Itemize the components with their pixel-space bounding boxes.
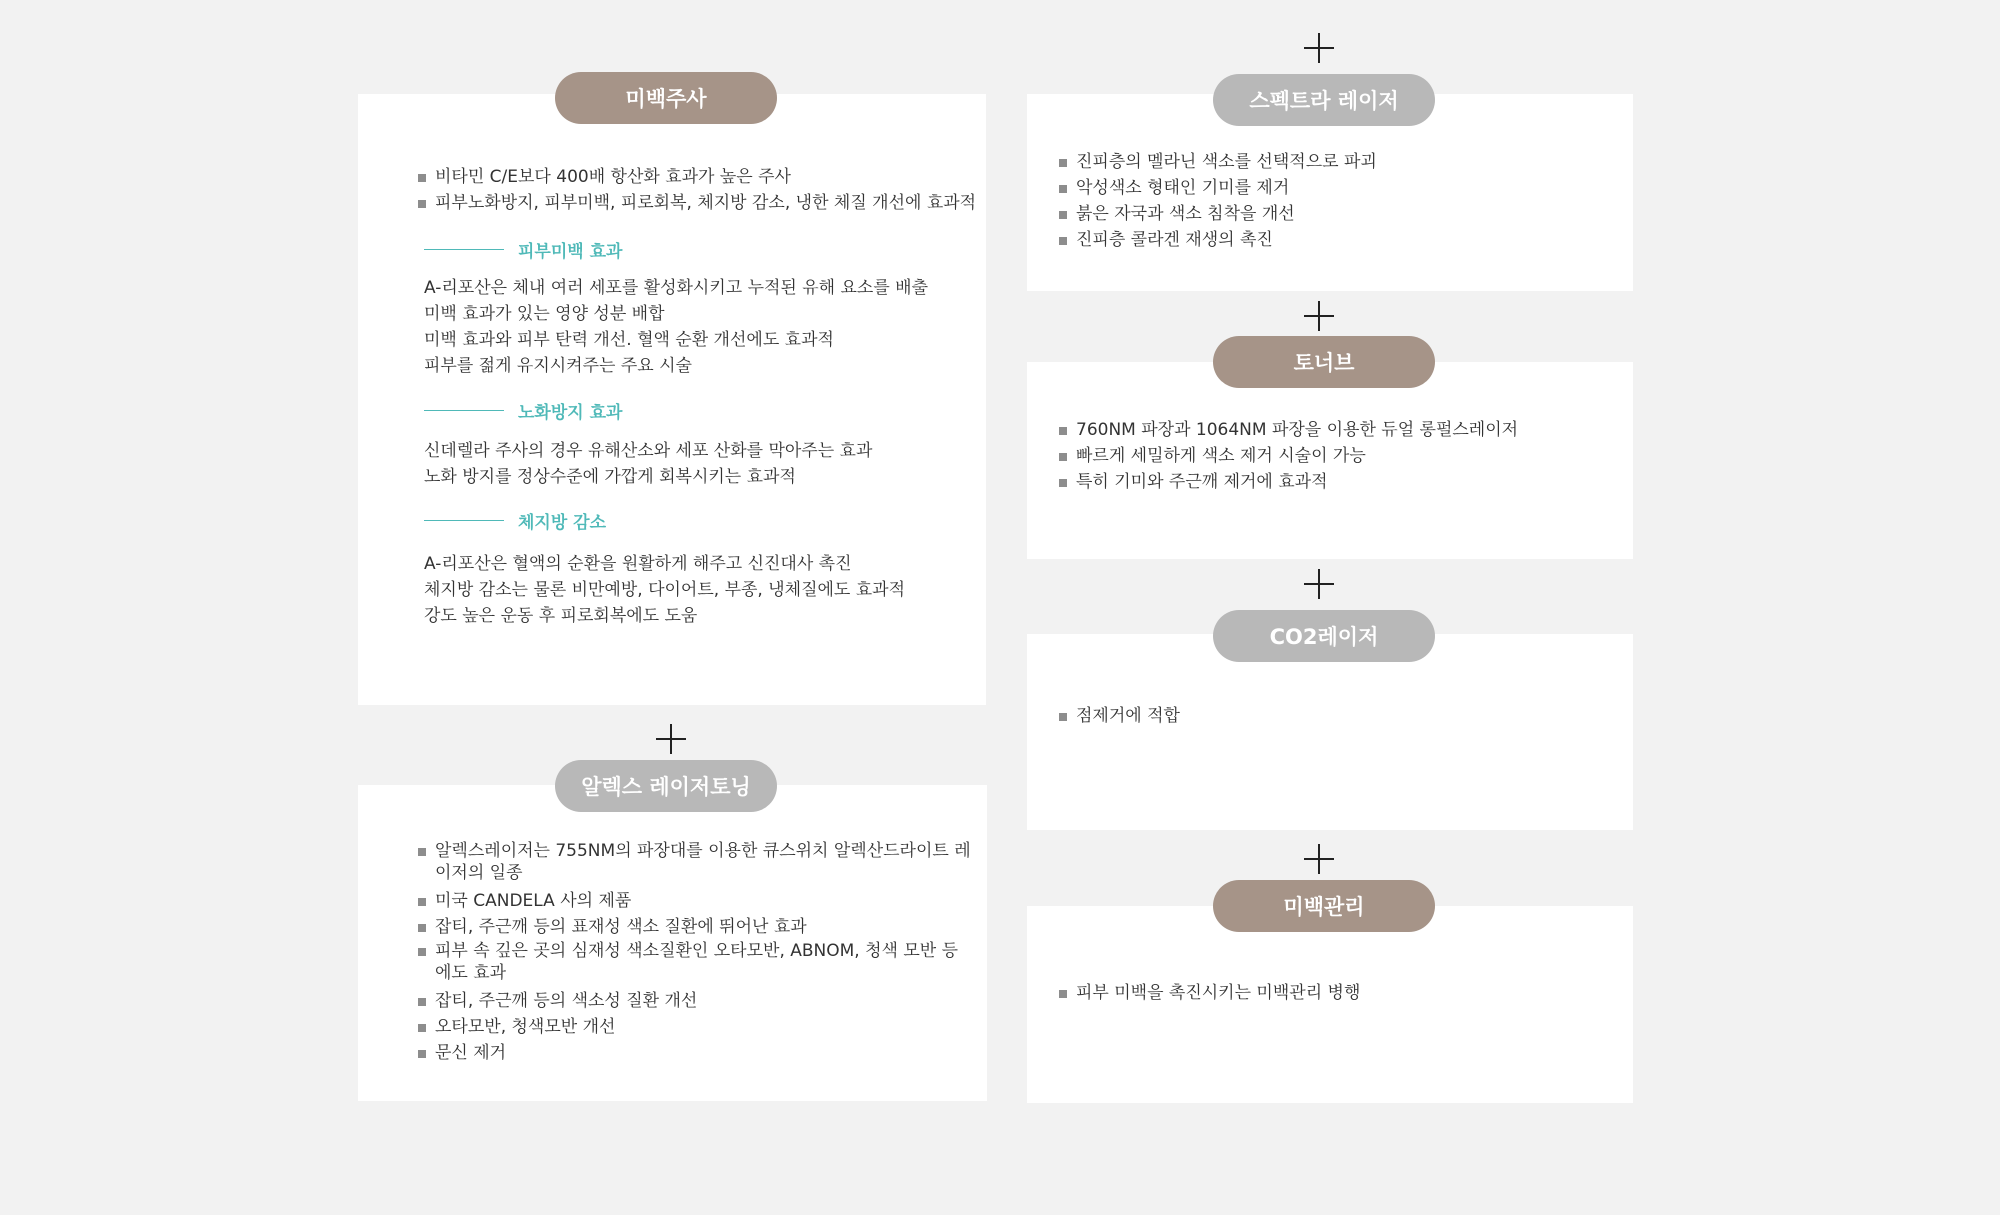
list-item: 문신 제거 bbox=[418, 1040, 973, 1066]
plus-icon bbox=[1304, 569, 1334, 599]
section-heading-label: 체지방 감소 bbox=[518, 512, 607, 533]
plus-icon bbox=[1304, 844, 1334, 874]
list-item: 잡티, 주근깨 등의 색소성 질환 개선 bbox=[418, 988, 973, 1014]
body-line: 노화 방지를 정상수준에 가깝게 회복시키는 효과적 bbox=[424, 467, 796, 487]
body-line: 신데렐라 주사의 경우 유해산소와 세포 산화를 막아주는 효과 bbox=[424, 441, 873, 461]
heading-divider bbox=[424, 520, 504, 521]
list-item: 760NM 파장과 1064NM 파장을 이용한 듀얼 롱펄스레이저 bbox=[1059, 417, 1518, 443]
body-line: 피부를 젊게 유지시켜주는 주요 시술 bbox=[424, 356, 692, 376]
plus-icon bbox=[1304, 33, 1334, 63]
list-item: 오타모반, 청색모반 개선 bbox=[418, 1014, 973, 1040]
body-line: A-리포산은 혈액의 순환을 원활하게 해주고 신진대사 촉진 bbox=[424, 554, 852, 574]
card-co2-laser bbox=[1027, 634, 1633, 830]
co2-laser-bullets bbox=[1059, 703, 1180, 729]
heading-divider bbox=[424, 410, 504, 411]
body-line: 강도 높은 운동 후 피로회복에도 도움 bbox=[424, 606, 698, 626]
list-item: 진피층의 멜라닌 색소를 선택적으로 파괴 bbox=[1059, 149, 1377, 175]
list-item: 알렉스레이저는 755NM의 파장대를 이용한 큐스위치 알렉산드라이트 레이저의 일종 bbox=[418, 840, 973, 884]
whitening-injection-bullets bbox=[418, 164, 976, 216]
alex-laser-bullets bbox=[418, 840, 973, 1066]
section-body-antiaging bbox=[424, 438, 872, 490]
section-body-whitening bbox=[424, 275, 928, 379]
list-item: 붉은 자국과 색소 침착을 개선 bbox=[1059, 201, 1377, 227]
list-item: 피부노화방지, 피부미백, 피로회복, 체지방 감소, 냉한 체질 개선에 효과적 bbox=[418, 190, 976, 216]
list-item: 빠르게 세밀하게 색소 제거 시술이 가능 bbox=[1059, 443, 1518, 469]
toneb-bullets bbox=[1059, 417, 1518, 495]
body-line: 체지방 감소는 물론 비만예방, 다이어트, 부종, 냉체질에도 효과적 bbox=[424, 580, 906, 600]
list-item: 악성색소 형태인 기미를 제거 bbox=[1059, 175, 1377, 201]
body-line: A-리포산은 체내 여러 세포를 활성화시키고 누적된 유해 요소를 배출 bbox=[424, 278, 929, 298]
section-heading-whitening bbox=[424, 237, 622, 261]
list-item: 피부 속 깊은 곳의 심재성 색소질환인 오타모반, ABNOM, 청색 모반 등에도 효과 bbox=[418, 940, 973, 984]
section-heading-label: 노화방지 효과 bbox=[518, 402, 623, 423]
spectra-laser-bullets bbox=[1059, 149, 1377, 253]
list-item: 특히 기미와 주근깨 제거에 효과적 bbox=[1059, 469, 1518, 495]
body-line: 미백 효과가 있는 영양 성분 배합 bbox=[424, 304, 665, 324]
pill-co2-laser: CO2레이저 bbox=[1213, 610, 1435, 662]
pill-whitening-care: 미백관리 bbox=[1213, 880, 1435, 932]
section-heading-label: 피부미백 효과 bbox=[518, 241, 623, 262]
pill-alex-laser-toning: 알렉스 레이저토닝 bbox=[555, 760, 777, 812]
plus-icon bbox=[656, 724, 686, 754]
list-item: 잡티, 주근깨 등의 표재성 색소 질환에 뛰어난 효과 bbox=[418, 914, 973, 940]
list-item: 진피층 콜라겐 재생의 촉진 bbox=[1059, 227, 1377, 253]
plus-icon bbox=[1304, 301, 1334, 331]
whitening-care-bullets bbox=[1059, 980, 1360, 1006]
heading-divider bbox=[424, 249, 504, 250]
section-heading-antiaging bbox=[424, 398, 622, 422]
body-line: 미백 효과와 피부 탄력 개선. 혈액 순환 개선에도 효과적 bbox=[424, 330, 834, 350]
section-body-bodyfat bbox=[424, 551, 905, 629]
pill-toneb: 토너브 bbox=[1213, 336, 1435, 388]
list-item: 점제거에 적합 bbox=[1059, 703, 1180, 729]
pill-whitening-injection: 미백주사 bbox=[555, 72, 777, 124]
list-item: 피부 미백을 촉진시키는 미백관리 병행 bbox=[1059, 980, 1360, 1006]
section-heading-bodyfat bbox=[424, 508, 606, 532]
list-item: 미국 CANDELA 사의 제품 bbox=[418, 888, 973, 914]
pill-spectra-laser: 스펙트라 레이저 bbox=[1213, 74, 1435, 126]
list-item: 비타민 C/E보다 400배 항산화 효과가 높은 주사 bbox=[418, 164, 976, 190]
